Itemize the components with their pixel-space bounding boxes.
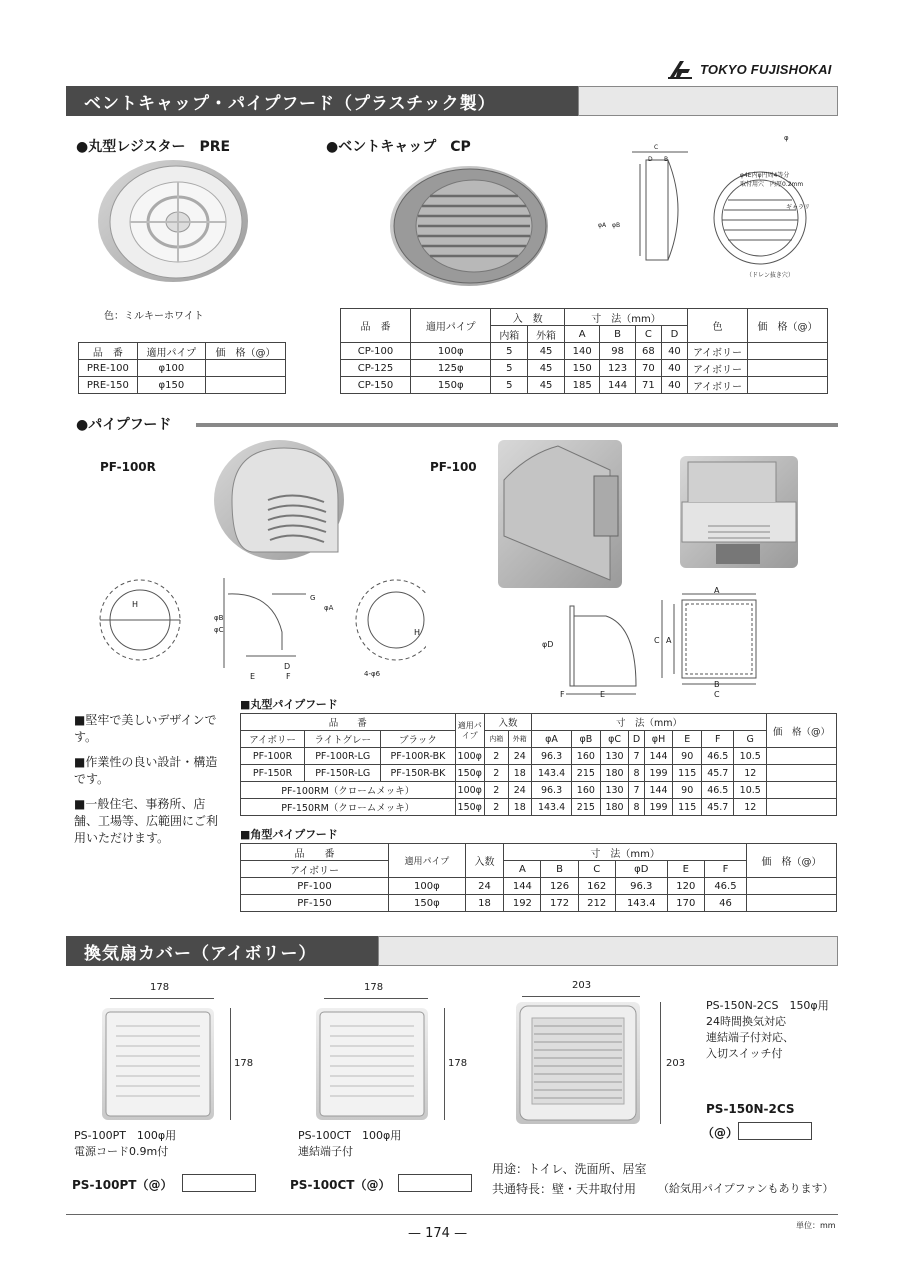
- sh-th-pipe: 適用パイプ: [389, 844, 466, 878]
- ps100pt-photo: [102, 1008, 214, 1120]
- rh-inner: 2: [484, 799, 508, 816]
- cp-th-model: 品 番: [341, 309, 411, 343]
- ps100ct-caption2: 連結端子付: [298, 1145, 353, 1158]
- rh-h: 144: [644, 782, 673, 799]
- ps100ct-product: [316, 982, 466, 1142]
- page-number: — 174 —: [408, 1226, 468, 1241]
- table-row: [241, 765, 837, 782]
- table-row: [241, 799, 837, 816]
- rh-th-pipe: 適用パイプ: [455, 714, 484, 748]
- sh-price: [747, 895, 837, 912]
- sh-th-qty: 入数: [465, 844, 504, 878]
- rh-c: 180: [600, 799, 629, 816]
- ps150n-height: 203: [666, 1058, 686, 1069]
- cp-th-price: 価 格（@）: [748, 309, 828, 343]
- cp-table: [340, 308, 828, 394]
- cp-hole-note: φ4E内φ円周4等分: [740, 172, 790, 179]
- cp-inner: 5: [491, 377, 528, 394]
- cp-price: [748, 360, 828, 377]
- pf100r-dimension-diagram: [96, 572, 426, 688]
- cp-color: アイボリー: [688, 377, 748, 394]
- sh-th-e: E: [667, 861, 704, 878]
- pre-price: [206, 377, 286, 394]
- cp-a: 185: [564, 377, 599, 394]
- rh-f: 46.5: [702, 748, 734, 765]
- pf100-diagram-icon: [536, 586, 776, 704]
- rh-price: [767, 765, 837, 782]
- ventcap-louver-icon: [390, 166, 548, 286]
- sh-price: [747, 878, 837, 895]
- sh-th-dims: 寸 法（mm）: [504, 844, 747, 861]
- rh-pipe: 100φ: [455, 782, 484, 799]
- rh-th-f: F: [702, 731, 734, 748]
- sh-b: 172: [541, 895, 578, 912]
- cp-model: CP-150: [341, 377, 411, 394]
- pf100-dim-phi-d: φD: [542, 640, 554, 649]
- cp-th-b: B: [600, 326, 635, 343]
- rh-outer: 24: [508, 748, 532, 765]
- rh-price: [767, 799, 837, 816]
- sh-th-c: C: [578, 861, 615, 878]
- pre-heading: ●丸型レジスター PRE: [76, 139, 231, 155]
- cp-th-a: A: [564, 326, 599, 343]
- ps150n-width: 203: [572, 980, 592, 991]
- sh-e: 120: [667, 878, 704, 895]
- sh-th-f: F: [704, 861, 746, 878]
- fan-cover-icon: [102, 1008, 214, 1120]
- sh-model: PF-100: [241, 878, 389, 895]
- cp-b: 144: [600, 377, 635, 394]
- cp-outer: 45: [528, 343, 565, 360]
- section2-banner: [66, 936, 378, 966]
- rh-pipe: 150φ: [455, 799, 484, 816]
- rh-price: [767, 782, 837, 799]
- rh-black: PF-100R-BK: [381, 748, 455, 765]
- ps150n-desc2: 24時間換気対応: [706, 1015, 786, 1028]
- section1-banner-tail: [578, 86, 838, 116]
- rh-th-lightgray: ライトグレー: [305, 731, 381, 748]
- sh-a: 192: [504, 895, 541, 912]
- ps100pt-price-label: PS-100PT（@）: [72, 1178, 173, 1192]
- rh-inner: 2: [484, 748, 508, 765]
- cp-pipe: 125φ: [411, 360, 491, 377]
- pre-price: [206, 360, 286, 377]
- sh-th-price: 価 格（@）: [747, 844, 837, 878]
- sh-a: 144: [504, 878, 541, 895]
- rh-outer: 24: [508, 782, 532, 799]
- cp-c: 70: [635, 360, 661, 377]
- cp-drain-note: （ドレン抜き穴）: [746, 272, 794, 279]
- cp-price: [748, 377, 828, 394]
- rh-d: 8: [629, 765, 644, 782]
- cp-c: 68: [635, 343, 661, 360]
- ps150n-product: [516, 980, 696, 1150]
- fan-cover-grille-icon: [516, 1002, 640, 1124]
- table-row: [241, 782, 837, 799]
- pf100r-dim-phi-a: φA: [324, 604, 334, 612]
- rh-h: 144: [644, 748, 673, 765]
- rh-e: 90: [673, 782, 702, 799]
- rh-d: 8: [629, 799, 644, 816]
- table-row: [79, 360, 286, 377]
- cp-d: 40: [661, 360, 687, 377]
- fujishokai-logo-icon: [668, 59, 694, 79]
- table-row: [241, 748, 837, 765]
- rh-g: 12: [734, 799, 767, 816]
- rh-merged: PF-100RM（クロームメッキ）: [241, 782, 456, 799]
- cp-dimension-diagram: [596, 130, 840, 288]
- ps100pt-price-box[interactable]: [182, 1174, 256, 1192]
- rh-g: 10.5: [734, 748, 767, 765]
- table-row: [341, 360, 828, 377]
- sh-th-a: A: [504, 861, 541, 878]
- rh-pipe: 100φ: [455, 748, 484, 765]
- brand-logo: [668, 58, 838, 80]
- feature-item: ■作業性の良い設計・構造です。: [74, 755, 218, 786]
- sh-c: 212: [578, 895, 615, 912]
- rh-b: 160: [572, 748, 601, 765]
- sh-th-b: B: [541, 861, 578, 878]
- rh-e: 115: [673, 765, 702, 782]
- usage-text: 用途：トイレ、洗面所、居室: [492, 1162, 647, 1176]
- supply-fan-note: （給気用パイプファンもあります）: [658, 1182, 834, 1195]
- table-row: [241, 895, 837, 912]
- round-hood-icon: [214, 440, 344, 560]
- cp-th-outer: 外箱: [528, 326, 565, 343]
- rh-inner: 2: [484, 782, 508, 799]
- pf100-hood-photo: [498, 440, 622, 588]
- brand-name: TOKYO FUJISHOKAI: [700, 61, 832, 77]
- ps150n-desc1: PS-150N-2CS 150φ用: [706, 999, 829, 1012]
- rh-th-phi-c: φC: [600, 731, 629, 748]
- rh-th-inner: 内箱: [484, 731, 508, 748]
- pf100-hood-open-photo: [680, 456, 798, 568]
- sh-c: 162: [578, 878, 615, 895]
- cp-th-c: C: [635, 326, 661, 343]
- rh-th-qty: 入数: [484, 714, 531, 731]
- pf100r-photo: [214, 440, 344, 560]
- cp-outer: 45: [528, 360, 565, 377]
- sh-d: 96.3: [615, 878, 667, 895]
- table-row: [241, 878, 837, 895]
- rh-th-black: ブラック: [381, 731, 455, 748]
- cp-th-pipe: 適用パイプ: [411, 309, 491, 343]
- cp-c: 71: [635, 377, 661, 394]
- pf100-dim-a: A: [714, 586, 720, 595]
- dim-line: [110, 998, 214, 999]
- ps100pt-caption2: 電源コード0.9m付: [74, 1145, 169, 1158]
- pf100-dim-b: B: [714, 680, 720, 689]
- rh-th-phi-b: φB: [572, 731, 601, 748]
- cp-b: 123: [600, 360, 635, 377]
- rh-th-phi-a: φA: [532, 731, 572, 748]
- rh-ivory: PF-150R: [241, 765, 305, 782]
- sh-th-ivory: アイボリー: [241, 861, 389, 878]
- cp-pipe: 150φ: [411, 377, 491, 394]
- rh-g: 10.5: [734, 782, 767, 799]
- pf100-dim-c-side: C: [654, 636, 660, 645]
- section1-banner: [66, 86, 578, 116]
- pf100-dim-e: E: [600, 690, 606, 699]
- ps100pt-height: 178: [234, 1058, 254, 1069]
- pf100r-label: PF-100R: [100, 460, 156, 474]
- rh-th-d: D: [629, 731, 644, 748]
- pf100-label: PF-100: [430, 460, 477, 474]
- rh-black: PF-150R-BK: [381, 765, 455, 782]
- rh-th-model: 品 番: [241, 714, 456, 731]
- cp-th-color: 色: [688, 309, 748, 343]
- rh-outer: 18: [508, 765, 532, 782]
- rh-b: 215: [572, 765, 601, 782]
- cp-outer: 45: [528, 377, 565, 394]
- section2-title: 換気扇カバー（アイボリー）: [84, 943, 317, 964]
- pf100r-dim-d: D: [284, 662, 291, 671]
- square-hood-title: ■角型パイプフード: [240, 828, 338, 841]
- round-hood-table: [240, 713, 837, 816]
- rh-f: 46.5: [702, 782, 734, 799]
- pre-th-pipe: 適用パイプ: [137, 343, 205, 360]
- rh-a: 96.3: [532, 748, 572, 765]
- rh-c: 130: [600, 782, 629, 799]
- pre-pipe: φ100: [137, 360, 205, 377]
- register-louver-icon: [98, 160, 248, 282]
- cp-price: [748, 343, 828, 360]
- ps100pt-caption1: PS-100PT 100φ用: [74, 1129, 177, 1142]
- section1-title: ベントキャップ・パイプフード（プラスチック製）: [84, 93, 496, 114]
- pipehood-divider: [196, 423, 838, 427]
- pipehood-heading: ●パイプフード: [76, 417, 172, 433]
- cp-dim-d: D: [648, 156, 653, 163]
- cp-model: CP-100: [341, 343, 411, 360]
- rh-f: 45.7: [702, 765, 734, 782]
- pf100r-dim-e: E: [250, 672, 256, 681]
- cp-d: 40: [661, 343, 687, 360]
- pf100r-dim-phi-c: φC: [214, 626, 224, 634]
- rh-merged: PF-150RM（クロームメッキ）: [241, 799, 456, 816]
- feature-item: ■一般住宅、事務所、店舗、工場等、広範囲にご利用いただけます。: [74, 797, 219, 845]
- rh-f: 45.7: [702, 799, 734, 816]
- dim-line: [324, 998, 428, 999]
- rh-th-phi-h: φH: [644, 731, 673, 748]
- sh-e: 170: [667, 895, 704, 912]
- sh-th-d: φD: [615, 861, 667, 878]
- square-hood-icon: [498, 440, 622, 588]
- cp-mount-note: 取付用穴 内厚0.2mm: [740, 181, 804, 188]
- cp-pipe: 100φ: [411, 343, 491, 360]
- cp-dim-phi-b: φB: [612, 222, 621, 229]
- dim-line: [444, 1008, 445, 1120]
- rh-a: 96.3: [532, 782, 572, 799]
- sh-f: 46.5: [704, 878, 746, 895]
- rh-b: 215: [572, 799, 601, 816]
- pf100r-dim-g: G: [310, 594, 316, 602]
- cp-a: 140: [564, 343, 599, 360]
- ps100ct-price-box[interactable]: [398, 1174, 472, 1192]
- rh-b: 160: [572, 782, 601, 799]
- pf100r-dim-phi-b: φB: [214, 614, 224, 622]
- rh-h: 199: [644, 799, 673, 816]
- ps150n-desc4: 入切スイッチ付: [706, 1047, 783, 1060]
- sh-b: 126: [541, 878, 578, 895]
- rh-th-ivory: アイボリー: [241, 731, 305, 748]
- dim-line: [230, 1008, 231, 1120]
- rh-th-g: G: [734, 731, 767, 748]
- sh-pipe: 100φ: [389, 878, 466, 895]
- pre-color-note: 色：ミルキーホワイト: [104, 311, 204, 322]
- ps150n-desc3: 連結端子付対応、: [706, 1031, 794, 1044]
- square-hood-table: [240, 843, 837, 912]
- pf100-dim-a-side: A: [666, 636, 672, 645]
- cp-heading: ●ベントキャップ CP: [326, 139, 471, 155]
- cp-louver-note: ギャラリ: [786, 204, 811, 211]
- rh-e: 90: [673, 748, 702, 765]
- common-features-text: 共通特長：壁・天井取付用: [492, 1182, 637, 1196]
- sh-pipe: 150φ: [389, 895, 466, 912]
- square-hood-open-icon: [680, 456, 798, 568]
- section2-banner-tail: [378, 936, 838, 966]
- sh-th-model: 品 番: [241, 844, 389, 861]
- pre-th-model: 品 番: [79, 343, 138, 360]
- cp-ventcap-photo: [390, 166, 548, 286]
- ps150n-price-box[interactable]: [738, 1122, 812, 1140]
- rh-d: 7: [629, 782, 644, 799]
- cp-dim-b: B: [664, 156, 669, 163]
- rh-pipe: 150φ: [455, 765, 484, 782]
- rh-lightgray: PF-150R-LG: [305, 765, 381, 782]
- pre-model: PRE-150: [79, 377, 138, 394]
- cp-th-qty: 入 数: [491, 309, 565, 326]
- unit-note: 単位：mm: [796, 1221, 836, 1230]
- rh-a: 143.4: [532, 765, 572, 782]
- cp-dim-phi: φ: [784, 134, 789, 142]
- cp-color: アイボリー: [688, 343, 748, 360]
- cp-th-dims: 寸 法（mm）: [564, 309, 687, 326]
- pf100r-dim-phi6: 4-φ6: [364, 670, 381, 678]
- ps150n-price-label: （@）: [702, 1126, 739, 1140]
- table-row: [341, 377, 828, 394]
- rh-price: [767, 748, 837, 765]
- feature-item: ■堅牢で美しいデザインです。: [74, 713, 217, 744]
- fan-cover-icon: [316, 1008, 428, 1120]
- sh-qty: 18: [465, 895, 504, 912]
- cp-a: 150: [564, 360, 599, 377]
- rh-th-outer: 外箱: [508, 731, 532, 748]
- cp-inner: 5: [491, 360, 528, 377]
- round-hood-title: ■丸型パイプフード: [240, 698, 338, 711]
- cp-dim-c: C: [654, 144, 659, 151]
- pre-model: PRE-100: [79, 360, 138, 377]
- rh-c: 130: [600, 748, 629, 765]
- sh-qty: 24: [465, 878, 504, 895]
- ps100ct-height: 178: [448, 1058, 468, 1069]
- pf100-dim-f: F: [560, 690, 565, 699]
- ps100ct-photo: [316, 1008, 428, 1120]
- cp-th-inner: 内箱: [491, 326, 528, 343]
- rh-g: 12: [734, 765, 767, 782]
- dim-line: [660, 1002, 661, 1124]
- ps150n-model: PS-150N-2CS: [706, 1102, 795, 1116]
- ps150n-photo: [516, 1002, 640, 1124]
- ps150n-desc: [706, 998, 829, 1062]
- table-row: [341, 343, 828, 360]
- pre-pipe: φ150: [137, 377, 205, 394]
- ps100pt-product: [102, 982, 252, 1142]
- rh-th-dims: 寸 法（mm）: [532, 714, 767, 731]
- ps100ct-width: 178: [364, 982, 384, 993]
- pf100-dim-c: C: [714, 690, 720, 699]
- rh-a: 143.4: [532, 799, 572, 816]
- cp-dim-phi-a: φA: [598, 222, 607, 229]
- rh-c: 180: [600, 765, 629, 782]
- rh-lightgray: PF-100R-LG: [305, 748, 381, 765]
- pf100r-dim-h: H: [132, 600, 139, 609]
- sh-d: 143.4: [615, 895, 667, 912]
- ps100ct-caption1: PS-100CT 100φ用: [298, 1129, 402, 1142]
- cp-color: アイボリー: [688, 360, 748, 377]
- table-row: [79, 377, 286, 394]
- rh-th-price: 価 格（@）: [767, 714, 837, 748]
- cp-model: CP-125: [341, 360, 411, 377]
- sh-model: PF-150: [241, 895, 389, 912]
- ps100ct-caption: [298, 1128, 401, 1160]
- rh-ivory: PF-100R: [241, 748, 305, 765]
- pre-table: [78, 342, 286, 394]
- cp-d: 40: [661, 377, 687, 394]
- pf100-dimension-diagram: [536, 586, 776, 704]
- rh-h: 199: [644, 765, 673, 782]
- cp-inner: 5: [491, 343, 528, 360]
- rh-d: 7: [629, 748, 644, 765]
- pre-th-price: 価 格（@）: [206, 343, 286, 360]
- features-list: [74, 712, 224, 847]
- pf100r-dim-h2: H: [414, 628, 421, 637]
- rh-outer: 18: [508, 799, 532, 816]
- pf100r-dim-f: F: [286, 672, 291, 681]
- cp-th-d: D: [661, 326, 687, 343]
- footer-rule: [66, 1214, 838, 1215]
- cp-b: 98: [600, 343, 635, 360]
- rh-inner: 2: [484, 765, 508, 782]
- ps100pt-caption: [74, 1128, 176, 1160]
- sh-f: 46: [704, 895, 746, 912]
- dim-line: [522, 996, 640, 997]
- rh-th-e: E: [673, 731, 702, 748]
- ps100pt-width: 178: [150, 982, 170, 993]
- pre-register-photo: [98, 160, 248, 282]
- ps100ct-price-label: PS-100CT（@）: [290, 1178, 391, 1192]
- rh-e: 115: [673, 799, 702, 816]
